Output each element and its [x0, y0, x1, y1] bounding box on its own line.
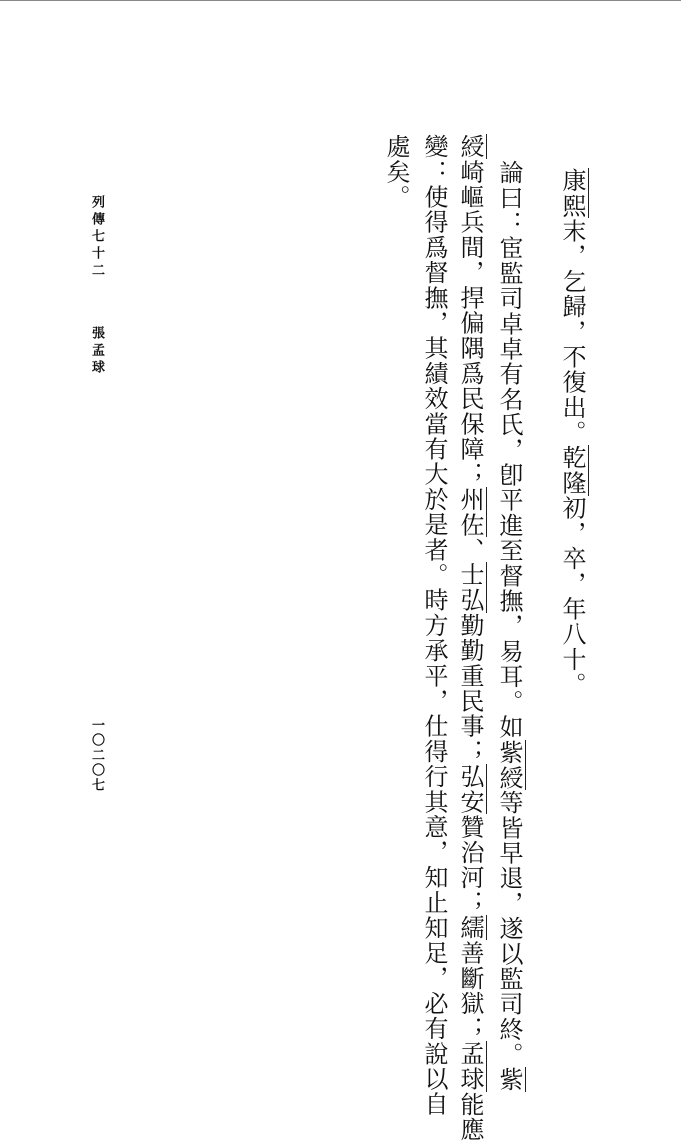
proper-name-zhouzuo: 州佐	[456, 487, 487, 537]
text-run: 等皆早退，遂以監司終。	[495, 790, 523, 1068]
proper-name-shihong: 士弘	[456, 562, 487, 612]
text-column-2	[497, 160, 521, 1092]
top-border-line	[0, 0, 681, 1]
running-header-chapter: 列傳七十二	[89, 195, 104, 280]
text-run: 崎嶇兵間，捍偏隅爲民保障；	[456, 159, 484, 487]
proper-name-zi: 紫	[495, 1067, 526, 1092]
text-column-3	[458, 134, 482, 1142]
proper-name-shou: 綬	[456, 134, 487, 159]
text-run: 善斷獄；	[456, 940, 484, 1042]
proper-name-qianlong: 乾隆	[558, 445, 589, 495]
proper-name-hongan: 弘安	[456, 764, 487, 814]
text-run: 贊治河；	[456, 814, 484, 916]
text-run: 、	[456, 537, 484, 563]
text-run: 勤勤重民事；	[456, 612, 484, 765]
running-header-subject: 張孟球	[89, 326, 104, 377]
proper-name-mengqiu: 孟球	[456, 1041, 487, 1091]
text-column-4	[422, 134, 446, 1117]
text-run: 初，卒，年八十。	[558, 495, 586, 698]
text-run: 論曰：宦監司卓卓有名氏，卽平進至督撫，易耳。如	[495, 160, 523, 740]
text-column-5	[384, 134, 408, 210]
proper-name-zishou: 紫綬	[495, 740, 526, 790]
page-number: 一〇二〇七	[89, 718, 104, 793]
text-run: 變：使得爲督撫，其績效當有大於是者。時方承平，仕得行其意，知止知足，必有說以自	[420, 134, 448, 1117]
text-column-1	[560, 168, 584, 697]
text-run: 處矣。	[382, 134, 410, 210]
text-run: 末，乞歸，不復出。	[558, 218, 586, 446]
proper-name-kangxi: 康熙	[558, 168, 589, 218]
proper-name-xu: 繻	[456, 915, 487, 940]
text-run: 能應	[456, 1091, 484, 1142]
